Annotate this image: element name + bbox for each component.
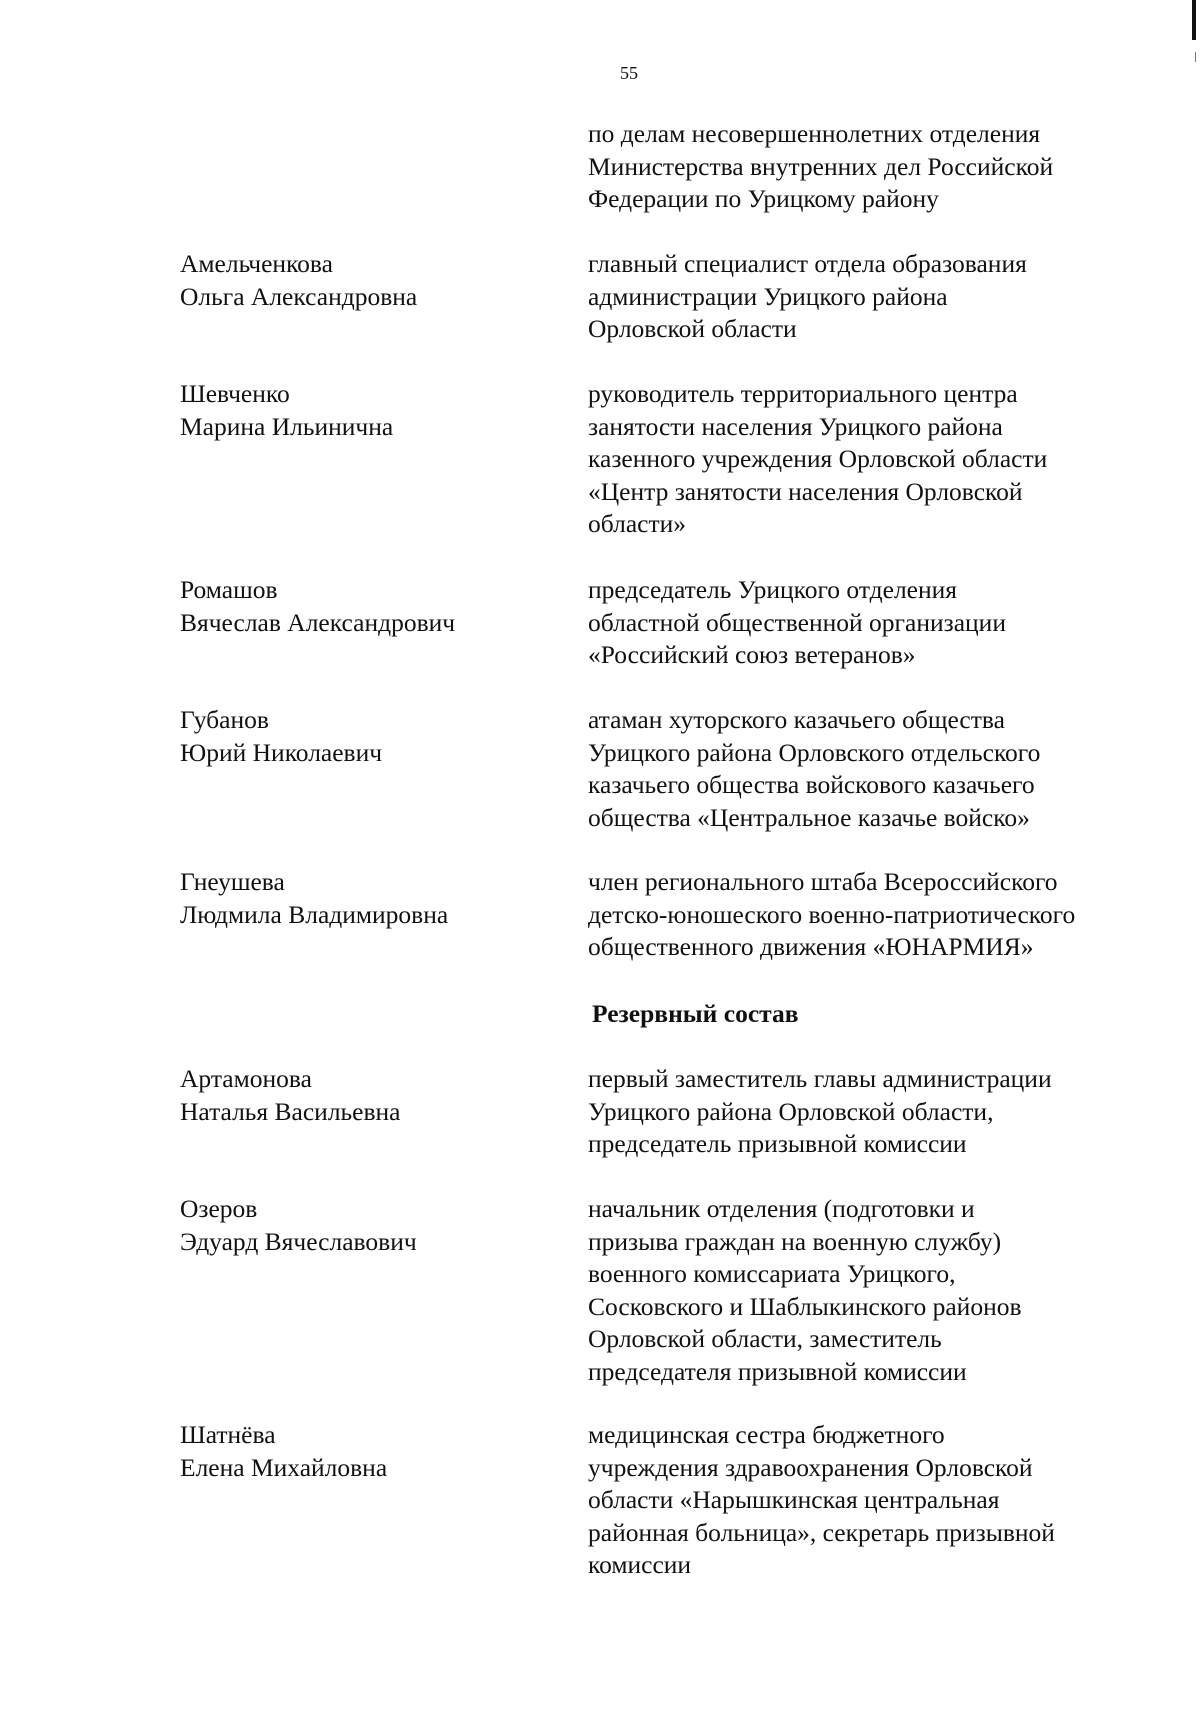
member-role: атаман хуторского казачьего общества Урицкого района Орловского отдельского казачьего общества войскового казачьего общества «Центральное казачье войско»	[588, 705, 1041, 832]
member-role: по делам несовершеннолетних отделения Министерства внутренних дел Российской Федерации по Урицкому району	[588, 119, 1054, 213]
member-name: Амельченкова Ольга Александровна	[180, 249, 418, 311]
member-role: председатель Урицкого отделения областной общественной организации «Российский союз ветеранов»	[588, 575, 1006, 669]
member-role: медицинская сестра бюджетного учреждения здравоохранения Орловской области «Нарышкинская центральная районная больница», секретарь призывной комиссии	[588, 1420, 1055, 1579]
member-role: главный специалист отдела образования администрации Урицкого района Орловской области	[588, 249, 1027, 343]
member-name: Озеров Эдуард Вячеславович	[180, 1194, 417, 1256]
member-name: Гнеушева Людмила Владимировна	[180, 867, 449, 929]
member-role: руководитель территориального центра занятости населения Урицкого района казенного учреждения Орловской области «Центр занятости населения Орловской области»	[588, 379, 1048, 538]
member-name: Шатнёва Елена Михайловна	[180, 1420, 388, 1482]
member-name: Губанов Юрий Николаевич	[180, 705, 383, 767]
member-role: первый заместитель главы администрации Урицкого района Орловской области, председатель призывной комиссии	[588, 1064, 1052, 1158]
member-role: член регионального штаба Всероссийского детско-юношеского военно-патриотического общественного движения «ЮНАРМИЯ»	[588, 867, 1076, 961]
page-number: 55	[620, 63, 638, 83]
member-name: Ромашов Вячеслав Александрович	[180, 575, 456, 637]
scan-edge-mark	[1192, 0, 1196, 40]
member-role: начальник отделения (подготовки и призыва граждан на военную службу) военного комиссариата Урицкого, Сосковского и Шаблыкинского районов Орловской области, заместитель председателя призывной комиссии	[588, 1194, 1022, 1386]
scan-edge-mark	[1195, 52, 1196, 62]
member-name: Шевченко Марина Ильинична	[180, 379, 394, 441]
member-name: Артамонова Наталья Васильевна	[180, 1064, 401, 1126]
reserve-section-heading: Резервный состав	[592, 999, 799, 1028]
